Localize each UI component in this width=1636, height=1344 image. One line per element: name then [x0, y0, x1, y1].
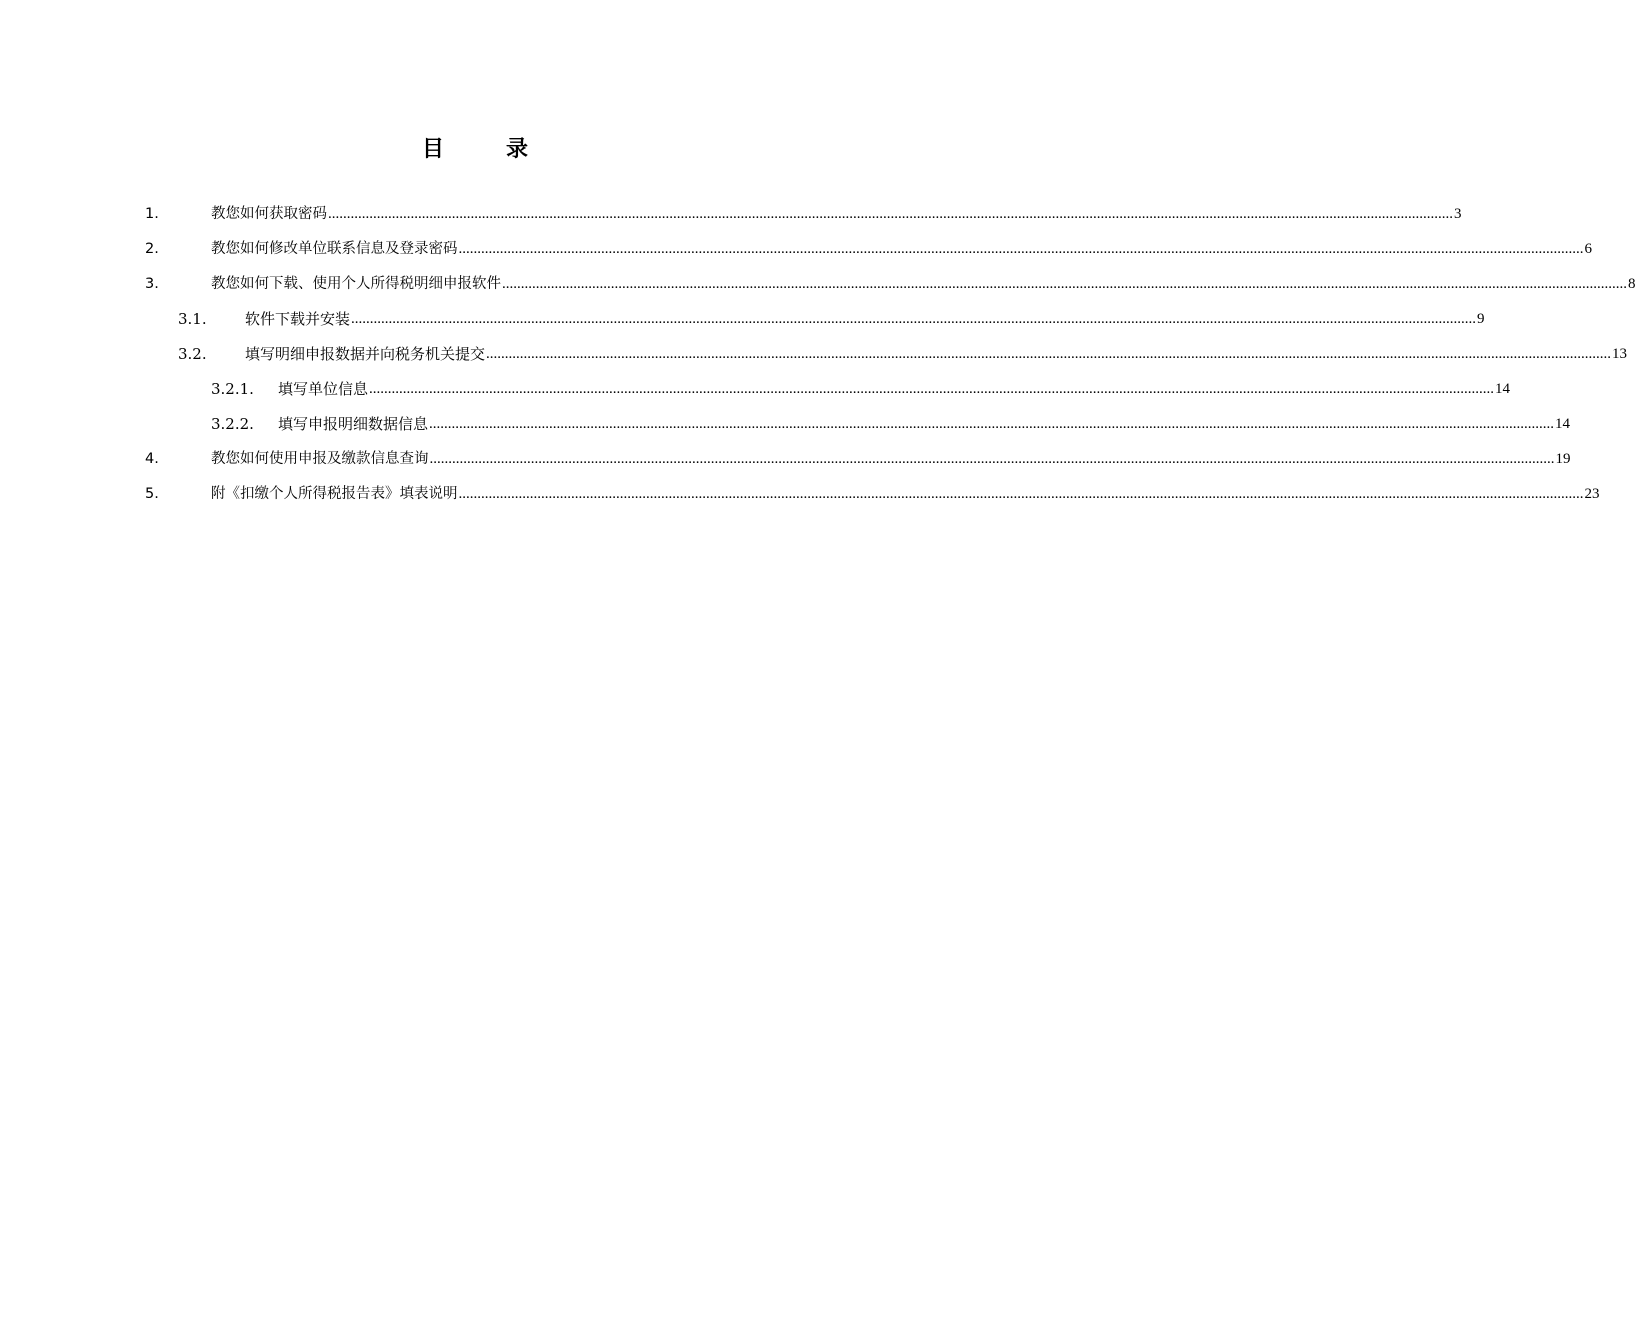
toc-entry[interactable]	[178, 340, 1628, 364]
toc-entry[interactable]	[145, 200, 1462, 224]
toc-entry-text: 软件下载并安装	[245, 310, 351, 328]
toc-dot-leader: ............................................................................................................................................................................................................................................................................................................	[502, 276, 1627, 292]
toc-entry-text: 教您如何获取密码	[211, 206, 327, 222]
toc-dot-leader: ............................................................................................................................................................................................................................................................................................................	[328, 206, 1453, 222]
toc-entry-number: 4.	[145, 451, 159, 467]
toc-entry[interactable]	[178, 305, 1485, 329]
toc-entry[interactable]	[145, 445, 1571, 469]
toc-entry-text: 填写明细申报数据并向税务机关提交	[245, 345, 486, 363]
toc-entry-number: 3.	[145, 276, 159, 292]
toc-dot-leader: ............................................................................................................................................................................................................................................................................................................	[351, 311, 1477, 327]
toc-entry[interactable]	[145, 480, 1600, 504]
toc-dot-leader: ............................................................................................................................................................................................................................................................................................................	[369, 381, 1495, 397]
toc-entry-page: 3	[1454, 206, 1462, 222]
toc-dot-leader: ............................................................................................................................................................................................................................................................................................................	[429, 416, 1555, 432]
toc-entry-page: 23	[1584, 486, 1600, 502]
toc-entry-text: 教您如何下载、使用个人所得税明细申报软件	[211, 276, 501, 292]
toc-entry-page: 8	[1628, 276, 1636, 292]
toc-dot-leader: ............................................................................................................................................................................................................................................................................................................	[458, 241, 1584, 257]
toc-entry-text: 教您如何修改单位联系信息及登录密码	[211, 241, 458, 257]
toc-entry-text: 填写单位信息	[278, 380, 369, 398]
toc-entry-page: 13	[1612, 346, 1628, 362]
toc-dot-leader: ............................................................................................................................................................................................................................................................................................................	[458, 486, 1584, 502]
toc-entry-number: 3.2.	[178, 345, 207, 363]
toc-entry[interactable]	[145, 270, 1636, 294]
toc-entry-number: 5.	[145, 486, 159, 502]
toc-entry-number: 2.	[145, 241, 159, 257]
toc-entry-text: 填写申报明细数据信息	[278, 415, 429, 433]
toc-entry-page: 6	[1584, 241, 1592, 257]
toc-entry-number: 3.1.	[178, 310, 207, 328]
toc-dot-leader: ............................................................................................................................................................................................................................................................................................................	[429, 451, 1555, 467]
toc-entry[interactable]	[211, 410, 1571, 434]
toc-entry-page: 14	[1495, 381, 1511, 397]
toc-entry-number: 3.2.2.	[211, 415, 254, 433]
toc-dot-leader: ............................................................................................................................................................................................................................................................................................................	[486, 346, 1612, 362]
toc-entry-page: 14	[1555, 416, 1571, 432]
toc-entry[interactable]	[211, 375, 1511, 399]
toc-entry-number: 1.	[145, 206, 159, 222]
toc-entry-text: 教您如何使用申报及缴款信息查询	[211, 451, 429, 467]
toc-entry[interactable]	[145, 235, 1592, 259]
toc-entry-page: 9	[1477, 311, 1485, 327]
toc-entry-page: 19	[1555, 451, 1571, 467]
toc-entry-number: 3.2.1.	[211, 380, 254, 398]
toc-entry-text: 附《扣缴个人所得税报告表》填表说明	[211, 486, 458, 502]
toc-title: 目录	[421, 137, 590, 162]
